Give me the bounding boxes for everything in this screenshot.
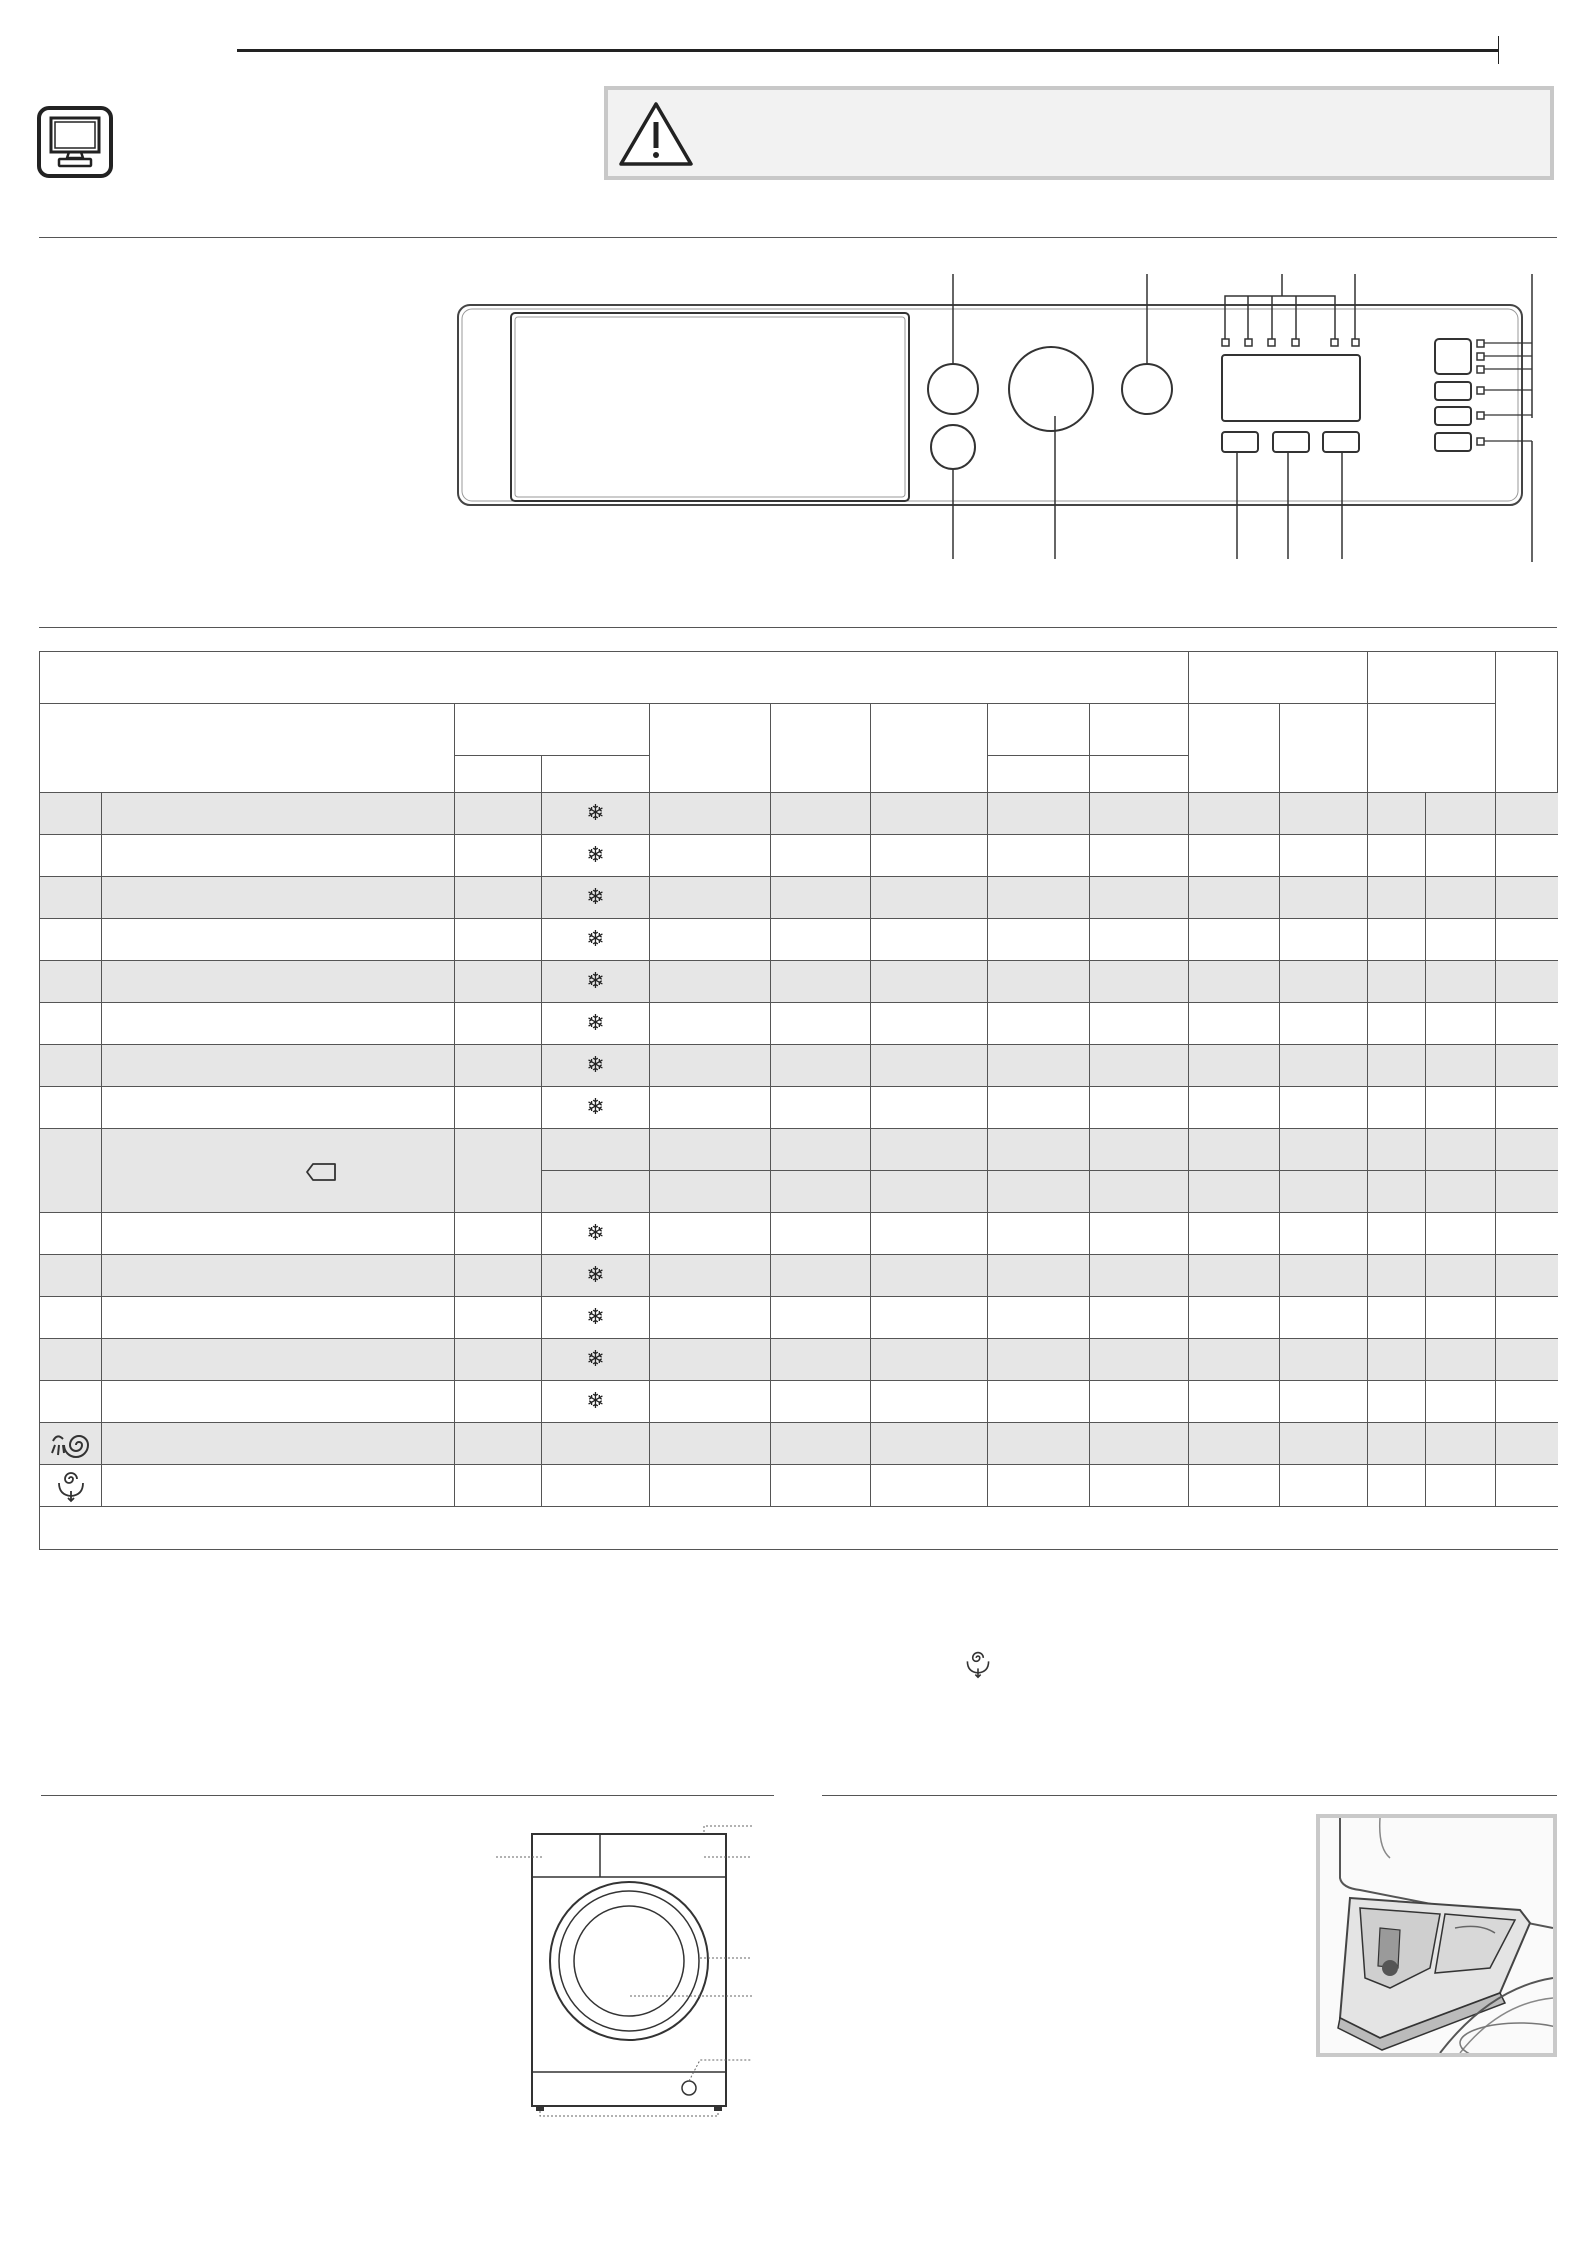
table-row-spin-drain [40,1465,1558,1507]
header-cell [1189,652,1368,704]
table-header-row-2 [40,704,1558,756]
table-row [40,793,1558,835]
header-cell [650,704,771,793]
header-cell [771,704,871,793]
header-cell [1090,704,1189,756]
header-cell [871,704,988,793]
rinse-spin-icon [47,1427,95,1461]
header-cell [1280,704,1368,793]
top-rule [237,49,1499,52]
table-row [40,877,1558,919]
snowflake-icon: ❄ [586,1345,605,1371]
top-rule-end-tick [1498,36,1499,64]
table-row-rinse-spin [40,1423,1558,1465]
warning-box [604,86,1554,180]
table-row [40,1297,1558,1339]
table-header-row-1 [40,652,1558,704]
snowflake-icon: ❄ [586,1093,605,1119]
section-rule-detergent-dispenser [822,1795,1557,1796]
snowflake-icon: ❄ [586,1009,605,1035]
table-footer-row [40,1507,1558,1550]
header-cell [1189,704,1280,793]
program-table [39,651,1558,1550]
table-row [40,1339,1558,1381]
table-row [40,835,1558,877]
table-row [40,1045,1558,1087]
snowflake-icon: ❄ [586,1219,605,1245]
snowflake-icon: ❄ [586,1303,605,1329]
spin-drain-icon [54,1469,88,1503]
section-rule-control-panel [39,237,1557,238]
snowflake-icon: ❄ [586,883,605,909]
snowflake-icon: ❄ [586,1051,605,1077]
header-cell [542,756,650,793]
tag-icon [305,1162,337,1182]
control-panel-diagram [455,270,1535,565]
header-cell [1496,652,1558,793]
header-cell [1368,652,1496,704]
table-row [40,919,1558,961]
table-row [40,1087,1558,1129]
section-rule-product-description [41,1795,774,1796]
snowflake-icon: ❄ [586,799,605,825]
snowflake-icon: ❄ [586,1261,605,1287]
warning-triangle-icon [618,100,694,168]
snowflake-icon: ❄ [586,841,605,867]
monitor-icon [37,106,113,178]
header-cell [1090,756,1189,793]
snowflake-icon: ❄ [586,1387,605,1413]
header-cell [40,704,455,793]
table-row [40,961,1558,1003]
table-row [40,1213,1558,1255]
washing-machine-front-icon [490,1820,760,2120]
header-cell [40,652,1189,704]
spin-drain-icon [963,1649,993,1679]
snowflake-icon: ❄ [586,925,605,951]
header-cell [455,756,542,793]
table-row [40,1255,1558,1297]
table-row-split-top [40,1129,1558,1171]
header-cell [455,704,650,756]
table-row [40,1381,1558,1423]
header-cell [988,756,1090,793]
section-rule-program-table [39,627,1557,628]
table-row [40,1003,1558,1045]
snowflake-icon: ❄ [586,967,605,993]
detergent-drawer-photo [1316,1814,1557,2057]
header-cell [988,704,1090,756]
